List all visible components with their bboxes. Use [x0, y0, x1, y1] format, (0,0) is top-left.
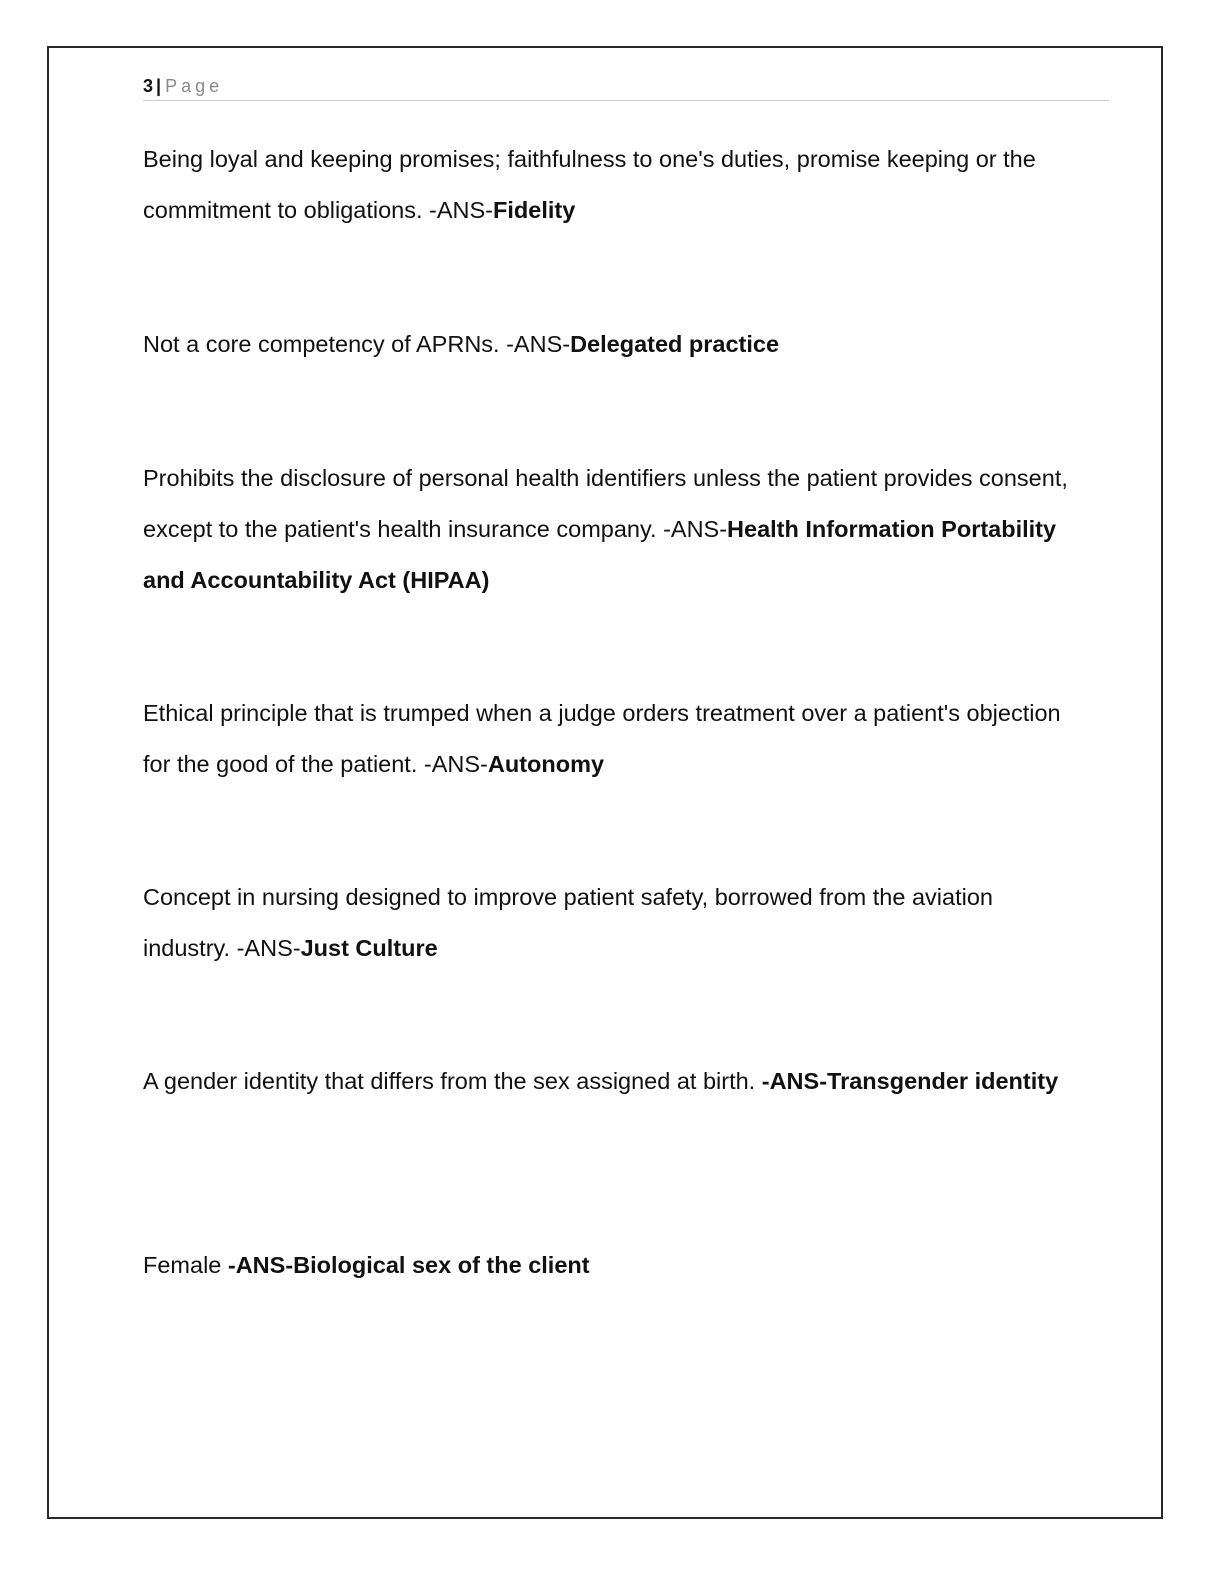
question-text: Ethical principle that is trumped when a judge orders treatment over a patient's objection for the good of the patient. -ANS-	[143, 700, 1061, 777]
question-text: Concept in nursing designed to improve patient safety, borrowed from the aviation industry. -ANS-	[143, 884, 993, 961]
qa-entry-6	[143, 1056, 1083, 1107]
qa-entry-1	[143, 134, 1083, 236]
answer-text: Fidelity	[493, 197, 576, 223]
question-text: Female	[143, 1252, 228, 1278]
qa-entry-2	[143, 319, 1083, 370]
answer-text: Health Information Portability and Accountability Act (HIPAA)	[143, 516, 1057, 593]
answer-text: Autonomy	[487, 751, 605, 777]
qa-entry-5	[143, 872, 1083, 974]
question-text: Not a core competency of APRNs. -ANS-	[143, 331, 571, 357]
question-text: Being loyal and keeping promises; faithfulness to one's duties, promise keeping or the commitment to obligations. -ANS-	[143, 146, 1036, 223]
header-separator: |	[156, 76, 162, 96]
qa-entry-7	[143, 1240, 1083, 1291]
answer-text: Delegated practice	[570, 331, 780, 357]
answer-text: Just Culture	[300, 935, 438, 961]
answer-text: -ANS-Biological sex of the client	[227, 1252, 590, 1278]
page-label: Page	[165, 76, 224, 96]
question-text: Prohibits the disclosure of personal health identifiers unless the patient provides consent, except to the patient's health insurance company. -ANS-	[143, 465, 1068, 542]
page-number: 3	[143, 76, 154, 96]
page-header	[143, 74, 1109, 101]
qa-entry-3	[143, 453, 1083, 606]
question-text: A gender identity that differs from the sex assigned at birth.	[143, 1068, 762, 1094]
qa-entry-4	[143, 688, 1083, 790]
answer-text: -ANS-Transgender identity	[761, 1068, 1059, 1094]
